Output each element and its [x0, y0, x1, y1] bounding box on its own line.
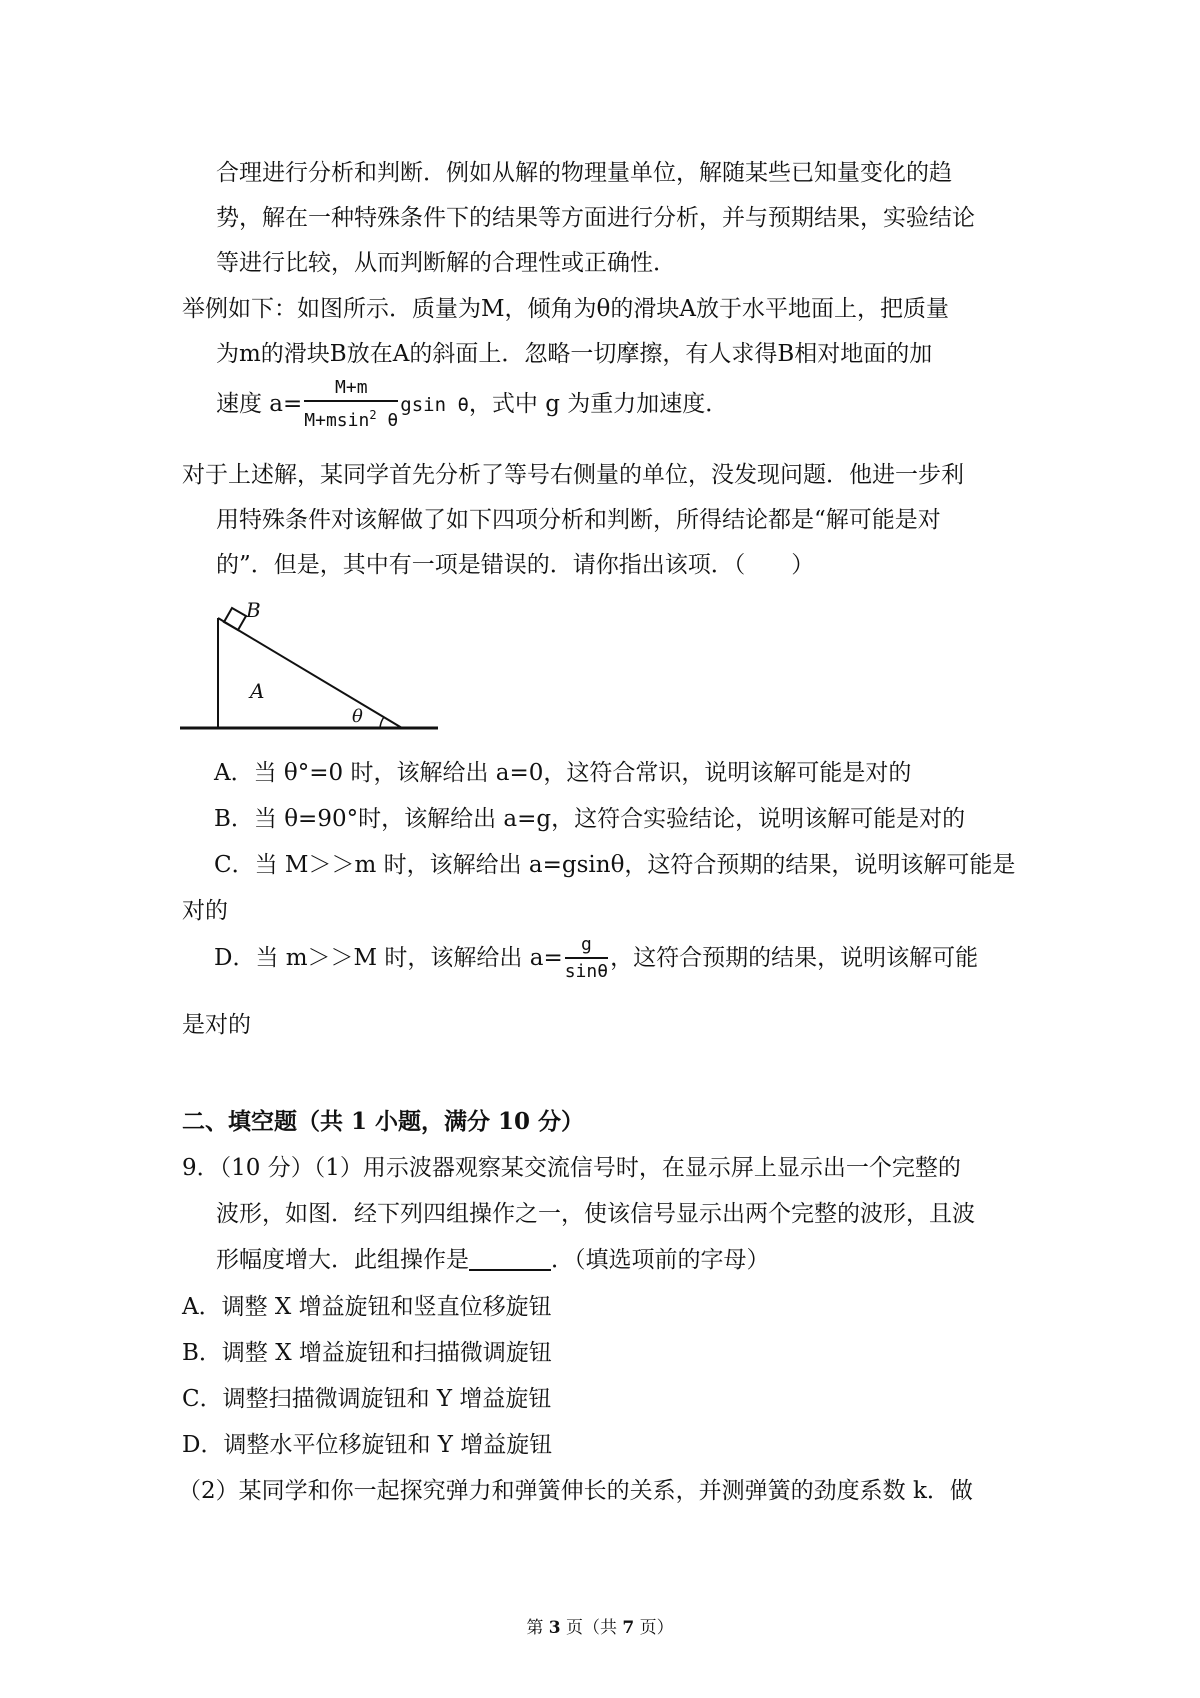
option-8c-line-1: C．当 M＞＞m 时，该解给出 a=gsinθ，这符合预期的结果，说明该解可能是: [214, 852, 1016, 878]
option-8c-line-2: 对的: [182, 898, 228, 924]
incline-figure: [180, 600, 450, 740]
intro-line-1: 合理进行分析和判断．例如从解的物理量单位，解随某些已知量变化的趋: [216, 160, 952, 186]
formula-prefix: 速度 a=: [216, 391, 303, 417]
q9-option-d: D．调整水平位移旋钮和 Y 增益旋钮: [182, 1432, 553, 1458]
q9-line-3: 形幅度增大．此组操作是 ．（填选项前的字母）: [216, 1247, 770, 1273]
q9-option-c: C．调整扫描微调旋钮和 Y 增益旋钮: [182, 1386, 552, 1412]
page-total: 7: [622, 1618, 635, 1638]
option-8a: A．当 θ°=0 时，该解给出 a=0，这符合常识，说明该解可能是对的: [214, 760, 912, 786]
label-a: A: [250, 679, 265, 703]
angle-arc: [380, 717, 384, 728]
incline-slope: [218, 618, 402, 728]
q9-part-2: （2）某同学和你一起探究弹力和弹簧伸长的关系，并测弹簧的劲度系数 k．做: [178, 1478, 973, 1504]
analysis-line-2: 用特殊条件对该解做了如下四项分析和判断，所得结论都是“解可能是对: [216, 507, 941, 533]
formula-suffix: ，式中 g 为重力加速度．: [468, 391, 729, 417]
page-footer: 第 3 页（共 7 页）: [526, 1618, 674, 1638]
q9-line-1: 9．（10 分）（1）用示波器观察某交流信号时，在显示屏上显示出一个完整的: [182, 1155, 961, 1181]
option-8d-line-2: 是对的: [182, 1012, 251, 1038]
formula-fraction: [304, 377, 398, 433]
intro-line-3: 等进行比较，从而判断解的合理性或正确性．: [216, 250, 676, 276]
block-b: [224, 608, 246, 630]
q9-line-2: 波形，如图．经下列四组操作之一，使该信号显示出两个完整的波形，且波: [216, 1201, 975, 1227]
option-8d-fraction: $\frac{g}{\sin\theta}$: [564, 934, 609, 982]
analysis-line-3: 的”．但是，其中有一项是错误的．请你指出该项．（ ）: [216, 552, 815, 578]
example-line-1: 举例如下：如图所示．质量为M，倾角为θ的滑块A放于水平地面上，把质量: [182, 296, 950, 322]
formula-gsin: gsin θ: [400, 394, 469, 416]
formula-denominator: M+msin$^2$ θ: [304, 408, 399, 431]
q9-option-a: A．调整 X 增益旋钮和竖直位移旋钮: [182, 1294, 552, 1320]
option-8b: B．当 θ=90°时，该解给出 a=g，这符合实验结论，说明该解可能是对的: [214, 806, 966, 832]
answer-blank: [469, 1247, 551, 1271]
analysis-line-1: 对于上述解，某同学首先分析了等号右侧量的单位，没发现问题．他进一步利: [182, 462, 964, 488]
example-line-2: 为m的滑块B放在A的斜面上．忽略一切摩擦，有人求得B相对地面的加: [216, 341, 933, 367]
label-b: B: [246, 600, 261, 622]
option-8d-line-1: D．当 m＞＞M 时，该解给出 a= $\frac{g}{\sin\theta}$ ，这符合预期的结果，说明该解可能: [214, 934, 979, 982]
section-heading: 二、填空题（共 1 小题，满分 10 分）: [182, 1108, 585, 1135]
page-number: 3: [548, 1618, 561, 1638]
label-theta: θ: [352, 706, 363, 727]
q9-option-b: B．调整 X 增益旋钮和扫描微调旋钮: [182, 1340, 552, 1366]
example-formula-line: [216, 374, 728, 435]
intro-line-2: 势，解在一种特殊条件下的结果等方面进行分析，并与预期结果，实验结论: [216, 205, 975, 231]
formula-numerator: M+m: [304, 377, 398, 402]
